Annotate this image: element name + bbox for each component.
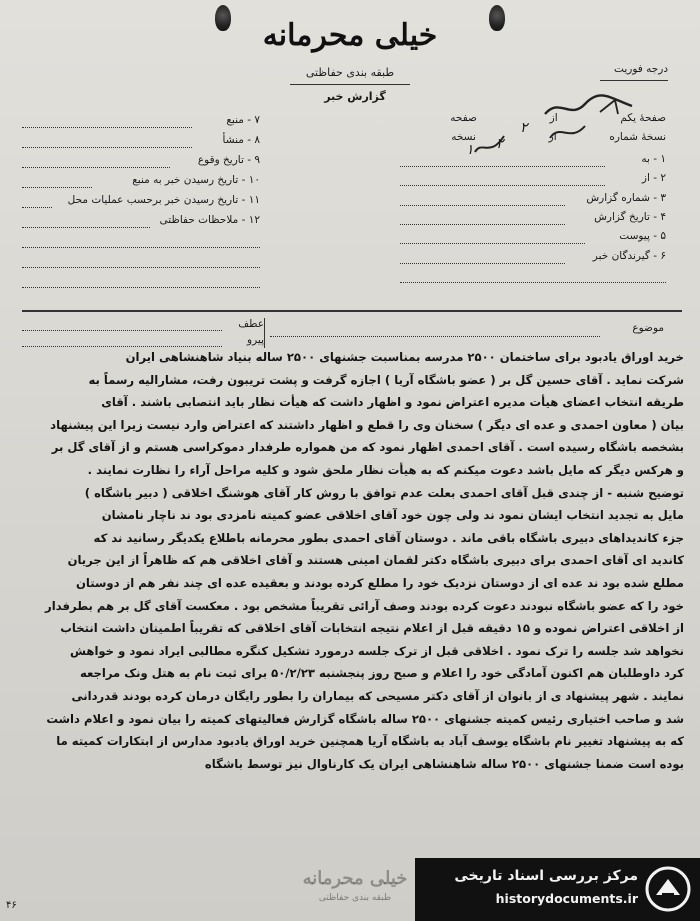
priority-underline [600, 80, 668, 81]
field-notes-dots-2 [22, 247, 260, 248]
page-number: ۴۶ [6, 900, 17, 911]
field-report-number-dots [400, 205, 565, 206]
copy-unit: نسخه [451, 131, 476, 143]
field-to-dots [400, 166, 605, 167]
body-line: خود را که عضو باشگاه نبودند دعوت کرده بودند وصف آرائی تقریباً مشخص بود . معکست آقای گل بر هم بطرفدار [45, 598, 684, 613]
body-line: خرید اوراق یادبود برای ساختمان ۲۵۰۰ مدرسه بمناسبت جشنهای ۲۵۰۰ ساله بنیاد شاهنشاهی ایران [125, 350, 684, 364]
subject-vertical-divider [264, 318, 265, 348]
body-line: شرکت نماید . آقای حسین گل بر ( عضو باشگاه آریا ) اجازه گرفت و پشت تریبون رفت، مشارالیه رسماً به [88, 372, 684, 387]
logo-url: historydocuments.ir [495, 891, 638, 906]
field-notes-dots-4 [22, 287, 260, 288]
body-line: مطلع شده بود ند عده ای از دوستان نزدیک خود را مطلع کرده بودند و بعقیده عده ای چند نفر هم از دوستان [76, 575, 684, 590]
page-of: از [549, 112, 558, 124]
field-source-receipt-date: ۱۰ - تاریخ رسیدن خبر به منبع [132, 174, 260, 186]
header-divider [290, 84, 410, 85]
following-label: پیرو [247, 334, 264, 346]
report-label: گزارش خبر [324, 90, 386, 103]
reference-dots [22, 330, 222, 331]
field-local-receipt-date: ۱۱ - تاریخ رسیدن خبر برحسب عملیات محل [67, 194, 260, 206]
body-line: از اخلاقی اعتراض نموده و ۱۵ دقیقه قبل از اعلام نتیجه انتخابات آقای اخلاقی که تقریباً اطمینان داشت انتخاب [60, 621, 684, 636]
subject-dots [270, 336, 600, 337]
field-security-notes: ۱۲ - ملاحظات حفاظتی [159, 214, 260, 226]
logo-title: مرکز بررسی اسناد تاریخی [454, 868, 638, 884]
field-security-notes-dots [22, 227, 150, 228]
body-line: توضیح شنبه - از چندی قبل آقای احمدی بعلت عدم توافق با روش کار آقای هوشنگ اخلاقی ( دبیر باشگاه ) [84, 485, 684, 500]
copy-count-row [400, 131, 666, 143]
page-unit: صفحه [450, 112, 477, 124]
field-source: ۷ - منبع [226, 114, 260, 126]
field-recipients: ۶ - گیرندگان خبر [592, 250, 666, 262]
subject-label: موضوع [632, 322, 664, 334]
handwritten-copy-mark-icon [470, 130, 510, 160]
page-label: صفحهٔ یکم [620, 112, 666, 124]
copy-label: نسخهٔ شماره [609, 131, 666, 143]
body-line: کاندید ای آقای احمدی برای دبیری باشگاه دکتر لقمان امینی هستند و آقای اخلاقی هم که ظاهراً از این جریان [67, 553, 684, 568]
body-line: بشخصه باشگاه رسیده است . آقای احمدی اظهار نمود که من همواره طرفدار دموکراسی هستم و از آقای گل بر [51, 440, 684, 455]
field-origin-dots [22, 147, 192, 148]
body-line: جزء کاندیداهای دبیری باشگاه باقی ماند . دوستان آقای احمدی بطور محرمانه باطلاع یکدیگر رسانید ند که [93, 530, 684, 545]
field-local-receipt-dots [22, 207, 52, 208]
handwritten-tick-icon [545, 118, 595, 148]
field-report-date-dots [400, 224, 565, 225]
footer-stamp: خیلی محرمانه [302, 868, 408, 889]
field-from-dots [400, 185, 605, 186]
field-report-date: ۴ - تاریخ گزارش [594, 211, 666, 223]
body-line: بوده است ضمنا جشنهای ۲۵۰۰ ساله شاهنشاهی ایران یک کارناوال نیز توسط باشگاه [204, 756, 684, 771]
body-line: نخواهد شد جلسه را ترک نمود . اخلاقی قبل از ترک جلسه درمورد تشکیل کنگره مطالبی ایراد نمود و خواهش [70, 643, 684, 658]
body-line: بیان ( معاون احمدی و عده ای دیگر ) سخنان وی را قطع و اظهار داشتند که اعتراض وارد نیست زیرا این پیشنهاد [50, 417, 684, 432]
report-body [22, 346, 684, 775]
body-line: و هرکس دیگر که مایل باشد دعوت میکنم که به هیأت نظار ملحق شود و کلیه مراحل آراء را نظارت نمایند . [87, 462, 684, 477]
handwritten-copy-number: ۱ [466, 142, 474, 158]
field-source-receipt-dots [22, 187, 92, 188]
subject-divider-top [22, 310, 682, 312]
footer-stamp-sub: طبقه بندی حفاظتی [318, 893, 392, 903]
field-from: ۲ - از [641, 172, 666, 184]
classification-label: طبقه بندی حفاظتی [305, 66, 395, 79]
field-attachment-dots [400, 243, 585, 244]
field-event-date: ۹ - تاریخ وقوع [197, 154, 260, 166]
body-line: مایل به تجدید انتخاب ایشان نمود ند ولی چون خود آقای اخلاقی عضو کمیته نامزدی بود ند ناچار نامشان [101, 508, 684, 523]
field-recipients-dots [400, 263, 565, 264]
field-notes-dots-3 [22, 267, 260, 268]
body-line: شد و صاحب اختیاری رئیس کمیته جشنهای ۲۵۰۰ ساله باشگاه گزارش فعالیتهای کمیته را بیان نمود و اعلام داشت [46, 711, 684, 726]
body-line: کرد داوطلبان هم اکنون آمادگی خود را اعلام و صبح روز پنجشنبه ۵۰/۲/۲۳ برای ثبت نام به هتل ونک مراجعه [79, 666, 684, 681]
classification-title: خیلی محرمانه [262, 18, 438, 53]
copy-of: از [548, 131, 557, 143]
body-line: طریقه انتخاب اعضای هیأت مدیره اعتراض نمود و اظهار داشت که هیأت نظار باید انتصابی باشند . آقای [101, 395, 684, 410]
body-line: نمایند . شهر پیشنهاد ی از بانوان از آقای دکتر مسیحی که بیماران را بطور رایگان درمان کرده بودند قدردانی [71, 688, 684, 703]
binder-hole-right-icon [489, 5, 505, 31]
field-attachment: ۵ - پیوست [619, 230, 666, 242]
reference-label: عطف [238, 318, 264, 330]
watermark-logo [415, 858, 700, 921]
field-extra-dots-1 [400, 282, 666, 283]
archive-logo-icon [644, 865, 692, 913]
handwritten-page-total: ۲ [520, 120, 528, 136]
handwritten-copy-total: ۲ [496, 136, 504, 152]
field-source-dots [22, 127, 192, 128]
body-line: که به پیشنهاد تغییر نام باشگاه یوسف آباد به باشگاه آریا همچنین خرید اوراق یادبود مدارس از ابتکارات کمیته ما [56, 734, 684, 749]
field-origin: ۸ - منشأ [222, 134, 260, 146]
field-report-number: ۳ - شماره گزارش [586, 192, 666, 204]
priority-label: درجه فوریت [614, 63, 668, 75]
field-to: ۱ - به [641, 153, 666, 165]
field-event-date-dots [22, 167, 170, 168]
